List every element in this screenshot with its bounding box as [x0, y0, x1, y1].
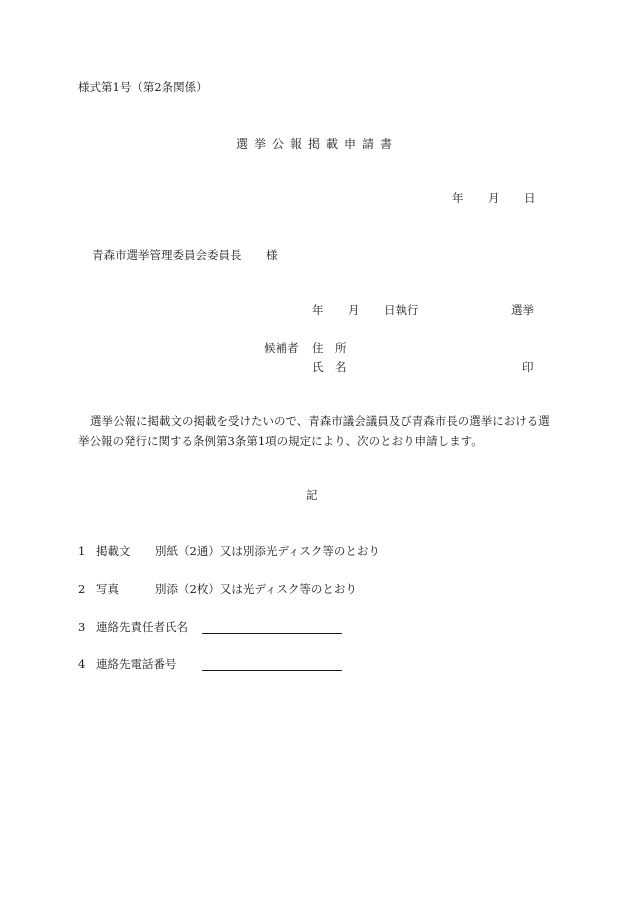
- item-number: 4: [78, 657, 86, 671]
- candidate-address-label: 住 所: [312, 341, 347, 355]
- body-paragraph: 選挙公報に掲載文の掲載を受けたいので、青森市議会議員及び青森市長の選挙における選挙公報の発行に関する条例第3条第1項の規定により、次のとおり申請します。: [78, 414, 550, 448]
- item-number: 1: [78, 544, 86, 558]
- contact-person-blank-line: [202, 633, 342, 634]
- addressee-name: 青森市選挙管理委員会委員長: [92, 248, 242, 262]
- item-value: 別添（2枚）又は光ディスク等のとおり: [155, 582, 357, 596]
- election-month-label: 月: [348, 303, 360, 317]
- contact-phone-blank-line: [202, 670, 342, 671]
- date-day-label: 日: [524, 191, 536, 205]
- election-label: 選挙: [511, 303, 534, 317]
- document-title: 選挙公報掲載申請書: [236, 137, 399, 151]
- candidate-name-label: 氏 名: [312, 360, 347, 374]
- seal-mark: 印: [522, 360, 534, 374]
- item-label: 写真: [96, 582, 119, 596]
- item-label: 掲載文: [96, 544, 131, 558]
- candidate-label: 候補者: [264, 341, 299, 355]
- item-number: 3: [78, 620, 86, 634]
- note-heading: 記: [306, 488, 318, 502]
- item-label: 連絡先責任者氏名: [96, 620, 188, 634]
- election-day-exec-label: 日執行: [384, 303, 419, 317]
- form-number: 様式第1号（第2条関係）: [78, 80, 208, 94]
- item-label: 連絡先電話番号: [96, 657, 177, 671]
- addressee-honorific: 様: [266, 248, 278, 262]
- date-month-label: 月: [488, 191, 500, 205]
- item-value: 別紙（2通）又は別添光ディスク等のとおり: [155, 544, 380, 558]
- date-year-label: 年: [452, 191, 464, 205]
- election-year-label: 年: [312, 303, 324, 317]
- item-number: 2: [78, 582, 86, 596]
